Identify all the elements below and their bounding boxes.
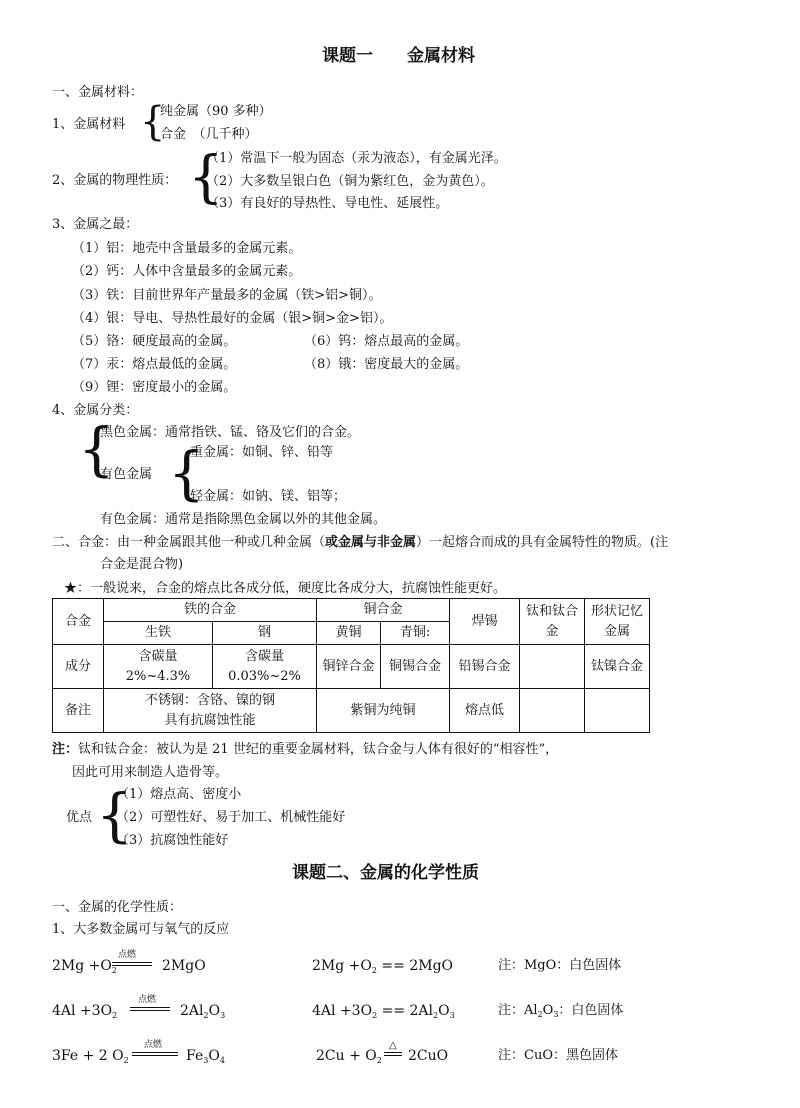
item-label: 1、金属材料 — [52, 117, 126, 132]
alloy-table — [52, 598, 650, 733]
list-item: （2）大多数呈银白色（铜为紫红色，金为黄色）。 — [206, 174, 494, 189]
equation: $4Al +3O_2 == 2Al_2O_3$ — [312, 1003, 455, 1020]
list-item: （2）可塑性好、易于加工、机械性能好 — [116, 810, 346, 825]
table-header: 焊锡 — [450, 599, 520, 645]
section-heading: 一、金属材料： — [52, 85, 144, 100]
table-row — [53, 645, 650, 689]
equation-product: $Fe_3O_4$ — [186, 1048, 225, 1065]
list-item: （1）熔点高、密度小 — [116, 787, 242, 802]
condition-label: 点燃 — [144, 1040, 163, 1050]
list-item: （4）银：导电、导热性最好的金属（银>铜>金>铝）。 — [72, 311, 393, 326]
section-heading: 一、金属的化学性质： — [52, 900, 183, 915]
table-header: 形状记忆金属 — [585, 599, 650, 645]
list-item: 重金属：如铜、锌、铅等 — [190, 445, 334, 460]
table-cell: 备注 — [53, 689, 104, 733]
equation-note: 注：CuO：黑色固体 — [498, 1048, 618, 1063]
brace-icon: { — [168, 439, 205, 507]
equation: $2Mg +O_2 == 2MgO$ — [312, 958, 454, 975]
list-item: （5）铬：硬度最高的金属。 — [72, 334, 237, 349]
list-item: （3）抗腐蚀性能好 — [116, 833, 229, 848]
equation-note: 注：$Al_2O_3$：白色固体 — [498, 1003, 624, 1019]
table-cell: 含碳量 0.03%~2% — [213, 645, 317, 689]
item-label: 3、金属之最： — [52, 217, 139, 232]
ti-note: 注：钛和钛合金：被认为是 21 世纪的重要金属材料，钛合金与人体有很好的“相容性”， — [52, 742, 559, 757]
list-item: 合金 （几千种） — [160, 127, 258, 142]
table-header: 黄铜 — [317, 622, 381, 645]
equation: $4Al +3O_2$ — [52, 1003, 118, 1020]
list-item: （8）锇：密度最大的金属。 — [304, 357, 469, 372]
table-cell: 铜锡合金 — [381, 645, 450, 689]
advantages-label: 优点 — [66, 810, 93, 825]
list-item: （6）钨：熔点最高的金属。 — [304, 334, 469, 349]
arrow-line — [132, 1052, 178, 1053]
table-cell: 含碳量 2%~4.3% — [104, 645, 213, 689]
table-cell — [520, 645, 585, 689]
list-item: （7）汞：熔点最低的金属。 — [72, 357, 237, 372]
alloy-star-note: ★：一般说来，合金的熔点比各成分低，硬度比各成分大，抗腐蚀性能更好。 — [64, 581, 507, 596]
table-header: 铁的合金 — [104, 599, 317, 622]
equation: 3Fe + 2 $O_2$ — [52, 1048, 129, 1065]
arrow-line — [130, 1010, 170, 1011]
table-cell: 铅锡合金 — [450, 645, 520, 689]
heat-icon: △ — [389, 1040, 397, 1051]
arrow-line — [112, 965, 152, 966]
table-cell: 铜锌合金 — [317, 645, 381, 689]
alloy-definition: 二、合金：由一种金属跟其他一种或几种金属（或金属与非金属）一起熔合而成的具有金属特性的物质。(注 — [52, 535, 669, 550]
brace-icon: { — [140, 99, 166, 145]
equation-product: $2Al_2O_3$ — [180, 1003, 226, 1020]
table-cell: 成分 — [53, 645, 104, 689]
arrow-line — [132, 1055, 178, 1056]
equation: $2Cu + O_2$ — [316, 1048, 382, 1065]
table-header: 钢 — [213, 622, 317, 645]
item-label: 1、大多数金属可与氧气的反应 — [52, 922, 230, 937]
condition-label: 点燃 — [138, 995, 157, 1005]
equation-product: 2CuO — [408, 1048, 449, 1064]
item-label: 4、金属分类： — [52, 403, 139, 418]
table-cell: 钛镍合金 — [585, 645, 650, 689]
equation-note: 注：MgO：白色固体 — [498, 958, 622, 973]
condition-label: 点燃 — [118, 950, 137, 960]
equation: $2Mg +O_2$ — [52, 958, 117, 975]
table-header: 青铜: — [381, 622, 450, 645]
brace-icon: { — [188, 145, 224, 210]
list-item: 纯金属（90 多种） — [160, 104, 272, 119]
brace-icon: { — [96, 781, 133, 849]
page-title: 课题一 金属材料 — [322, 46, 475, 66]
table-header: 生铁 — [104, 622, 213, 645]
table-cell: 不锈钢：含铬、镍的钢 具有抗腐蚀性能 — [104, 689, 317, 733]
alloy-note: 合金是混合物) — [100, 557, 184, 572]
table-cell: 紫铜为纯铜 — [317, 689, 450, 733]
table-cell — [585, 689, 650, 733]
list-item: 黑色金属：通常指铁、锰、铬及它们的合金。 — [100, 425, 361, 440]
table-header: 合金 — [53, 599, 104, 645]
list-item: 有色金属 — [100, 467, 153, 482]
arrow-line — [384, 1052, 402, 1053]
list-item: 轻金属：如钠、镁、铝等； — [190, 489, 347, 504]
arrow-line — [130, 1007, 170, 1008]
list-item: （9）锂：密度最小的金属。 — [72, 380, 237, 395]
list-item: （3）有良好的导热性、导电性、延展性。 — [206, 196, 449, 211]
arrow-line — [384, 1055, 402, 1056]
equation-product: 2MgO — [162, 958, 206, 974]
ti-note-cont: 因此可用来制造人造骨等。 — [72, 765, 229, 780]
list-item: （1）铝：地壳中含量最多的金属元素。 — [72, 241, 302, 256]
list-item: （2）钙：人体中含量最多的金属元素。 — [72, 264, 302, 279]
table-row — [53, 689, 650, 733]
list-item: （3）铁：目前世界年产量最多的金属（铁>铝>铜）。 — [72, 288, 382, 303]
section-title: 课题二、金属的化学性质 — [292, 863, 479, 883]
item-label: 2、金属的物理性质： — [52, 173, 178, 188]
table-header: 钛和钛合金 — [520, 599, 585, 645]
table-cell — [520, 689, 585, 733]
arrow-line — [112, 962, 152, 963]
table-cell: 熔点低 — [450, 689, 520, 733]
list-item: （1）常温下一般为固态（汞为液态），有金属光泽。 — [206, 151, 507, 166]
brace-icon: { — [78, 415, 115, 483]
table-header: 铜合金 — [317, 599, 450, 622]
list-item: 有色金属：通常是指除黑色金属以外的其他金属。 — [100, 512, 387, 527]
